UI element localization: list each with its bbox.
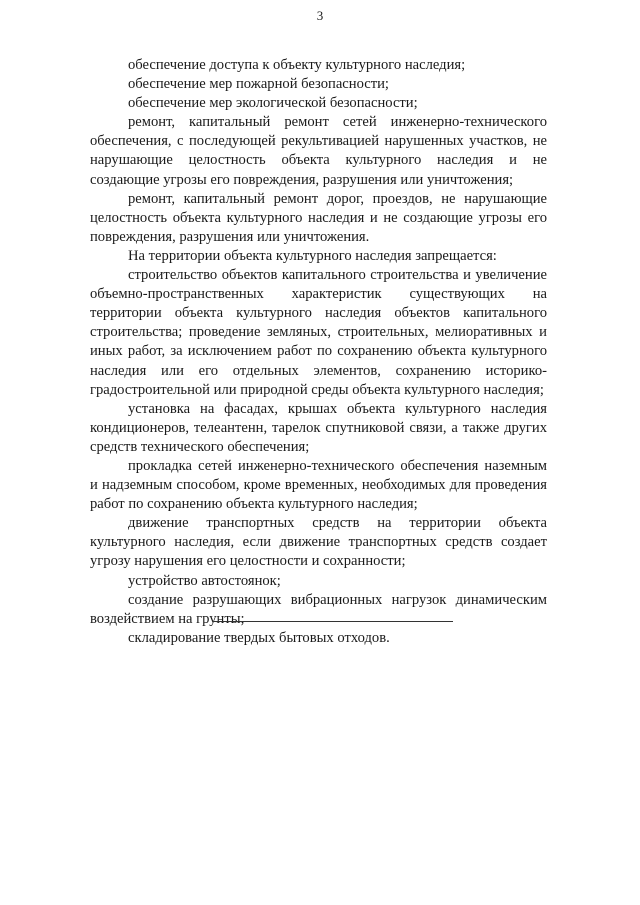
paragraph: обеспечение мер пожарной безопасности; [128,76,389,93]
paragraph: строительство объектов капитального строительства и увеличение объемно-пространственных характеристик существующих на территории объекта культурного наследия объектов капитального строительства; проведение земляных, строительных, мелиоративных и иных работ, за исключением работ по сохранению объекта культурного наследия или его отдельных элементов, сохранению историко-градостроительной или природной среды объекта культурного наследия; [90,267,547,398]
paragraph: движение транспортных средств на территории объекта культурного наследия, если движение транспортных средств создает угрозу нарушения его целостности и сохранности; [90,515,547,570]
paragraph: обеспечение доступа к объекту культурного наследия; [128,57,466,73]
paragraph: прокладка сетей инженерно-технического обеспечения наземным и надземным способом, кроме временных, необходимых для проведения работ по сохранению объекта культурного наследия; [90,457,547,513]
paragraph: ремонт, капитальный ремонт сетей инженерно-технического обеспечения, с последующей рекультивацией нарушенных участков, не нарушающие целостность объекта культурного наследия и не создающие угрозы его повреждения, разрушения или уничтожения; [90,114,547,188]
paragraph: ремонт, капитальный ремонт дорог, проездов, не нарушающие целостность объекта культурного наследия и не создающие угрозы его повреждения, разрушения или уничтожения. [90,190,547,245]
paragraph: На территории объекта культурного наследия запрещается: [128,247,497,264]
end-divider [213,621,453,622]
paragraph: обеспечение мер экологической безопасности; [128,95,418,112]
paragraph: установка на фасадах, крышах объекта культурного наследия кондиционеров, телеантенн, тарелок спутниковой связи, а также других средств технического обеспечения; [90,400,547,455]
paragraph: устройство автостоянок; [128,572,281,589]
document-body [90,56,547,648]
paragraph: создание разрушающих вибрационных нагрузок динамическим воздействием на грунты; [90,591,547,627]
page-number: 3 [316,8,324,23]
paragraph: складирование твердых бытовых отходов. [128,629,390,646]
